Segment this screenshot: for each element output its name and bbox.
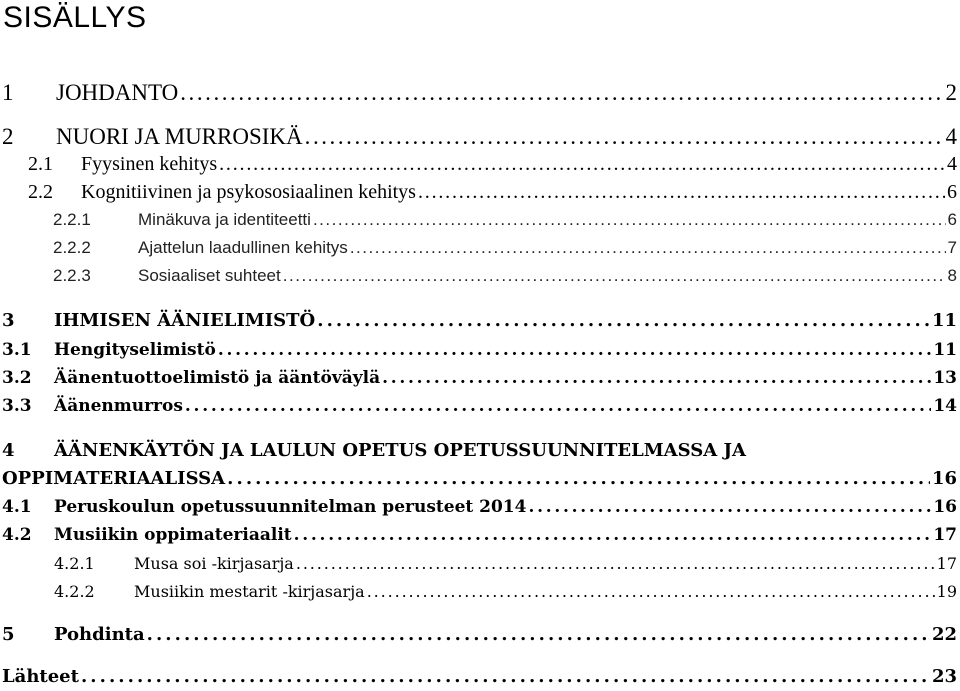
toc-title: Musiikin oppimateriaalit (54, 525, 292, 545)
dot-leader (283, 266, 946, 286)
toc-page: 11 (931, 310, 957, 331)
toc-title: ÄÄNENKÄYTÖN JA LAULUN OPETUS OPETUSSUUNNITELMASSA JA (54, 440, 746, 461)
dot-leader (180, 80, 943, 106)
toc-title: Lähteet (2, 666, 79, 687)
toc-title: Ajattelun laadullinen kehitys (138, 238, 348, 257)
toc-number: 3.1 (2, 340, 32, 360)
dot-leader (350, 238, 946, 258)
toc-title: Hengityselimistö (54, 340, 216, 360)
toc-page: 4 (947, 153, 957, 175)
dot-leader (528, 497, 931, 517)
toc-title: Sosiaaliset suhteet (138, 266, 281, 285)
toc-entry-4-2-2[interactable] (52, 582, 957, 601)
toc-number: 4.2.1 (54, 554, 95, 573)
toc-page: 13 (933, 368, 957, 388)
dot-leader (81, 666, 930, 687)
dot-leader (147, 624, 930, 645)
toc-number: 2.2.2 (53, 238, 91, 257)
dot-leader (219, 153, 945, 176)
toc-title: Äänentuottoelimistö ja ääntöväylä (54, 368, 381, 388)
toc-entry-2-1[interactable] (28, 153, 957, 176)
toc-page: 19 (936, 582, 957, 601)
toc-page: 22 (931, 624, 957, 645)
toc-entry-3[interactable] (2, 310, 957, 331)
toc-title: Fyysinen kehitys (81, 153, 218, 175)
toc-title: Musa soi -kirjasarja (134, 554, 294, 573)
toc-entry-2-2[interactable] (28, 181, 957, 204)
toc-entry-2-2-1[interactable] (53, 210, 957, 230)
toc-number: 3.2 (2, 368, 32, 388)
toc-title: Pohdinta (54, 624, 145, 645)
toc-page: 16 (931, 468, 957, 489)
dot-leader (367, 582, 935, 601)
dot-leader (313, 210, 946, 230)
dot-leader (418, 181, 945, 204)
toc-number: 4.1 (2, 497, 32, 517)
toc-page: 8 (947, 266, 957, 285)
toc-page: 6 (947, 181, 957, 203)
dot-leader (218, 340, 932, 360)
toc-page: 14 (933, 396, 957, 416)
dot-leader (296, 554, 935, 573)
toc-title: Peruskoulun opetussuunnitelman perusteet 2014 (54, 497, 527, 517)
toc-entry-2[interactable] (0, 124, 957, 150)
toc-number: 2.2.3 (53, 266, 91, 285)
dot-leader (305, 124, 944, 150)
dot-leader (227, 468, 930, 489)
toc-entry-4-2-1[interactable] (52, 554, 957, 573)
toc-page: 17 (936, 554, 957, 573)
toc-entry-3-2[interactable] (2, 368, 957, 388)
toc-number: 5 (2, 624, 15, 645)
toc-title: JOHDANTO (56, 80, 179, 105)
toc-title: Kognitiivinen ja psykososiaalinen kehitys (81, 181, 416, 203)
toc-number: 2 (2, 124, 14, 149)
toc-entry-3-3[interactable] (2, 396, 957, 416)
toc-entry-3-1[interactable] (2, 340, 957, 360)
toc-title: Äänenmurros (54, 396, 183, 416)
toc-page: 17 (933, 525, 957, 545)
toc-entry-2-2-3[interactable] (53, 266, 957, 286)
toc-page: 16 (933, 497, 957, 517)
toc-title: NUORI JA MURROSIKÄ (56, 124, 303, 149)
toc-number: 3.3 (2, 396, 32, 416)
toc-entry-4-2[interactable] (2, 525, 957, 545)
toc-entry-2-2-2[interactable] (53, 238, 957, 258)
toc-title: IHMISEN ÄÄNIELIMISTÖ (54, 310, 316, 331)
toc-number: 4 (2, 440, 15, 461)
toc-entry-4[interactable] (2, 468, 957, 489)
dot-leader (294, 525, 932, 545)
toc-entry-1[interactable] (0, 80, 957, 106)
toc-number: 2.2.1 (53, 210, 91, 229)
toc-entry-4-heading[interactable] (2, 440, 746, 461)
toc-title: Minäkuva ja identiteetti (138, 210, 311, 229)
toc-number: 4.2 (2, 525, 32, 545)
toc-number: 3 (2, 310, 15, 331)
toc-page: 7 (947, 238, 957, 257)
toc-number: 1 (2, 80, 14, 105)
toc-number: 2.2 (28, 181, 53, 203)
toc-title-continued: OPPIMATERIAALISSA (2, 468, 226, 489)
toc-number: 2.1 (28, 153, 53, 175)
toc-page: 6 (947, 210, 957, 229)
toc-title: Musiikin mestarit -kirjasarja (134, 582, 365, 601)
dot-leader (317, 310, 930, 331)
toc-number: 4.2.2 (54, 582, 95, 601)
toc-page: 23 (931, 666, 957, 687)
toc-page: 11 (933, 340, 957, 360)
toc-page: 4 (945, 124, 957, 149)
dot-leader (185, 396, 931, 416)
page-title: SISÄLLYS (3, 1, 147, 34)
toc-entry-5[interactable] (2, 624, 957, 645)
toc-entry-4-1[interactable] (2, 497, 957, 517)
dot-leader (382, 368, 931, 388)
toc-entry-lahteet[interactable] (2, 666, 957, 687)
toc-page: 2 (945, 80, 957, 105)
